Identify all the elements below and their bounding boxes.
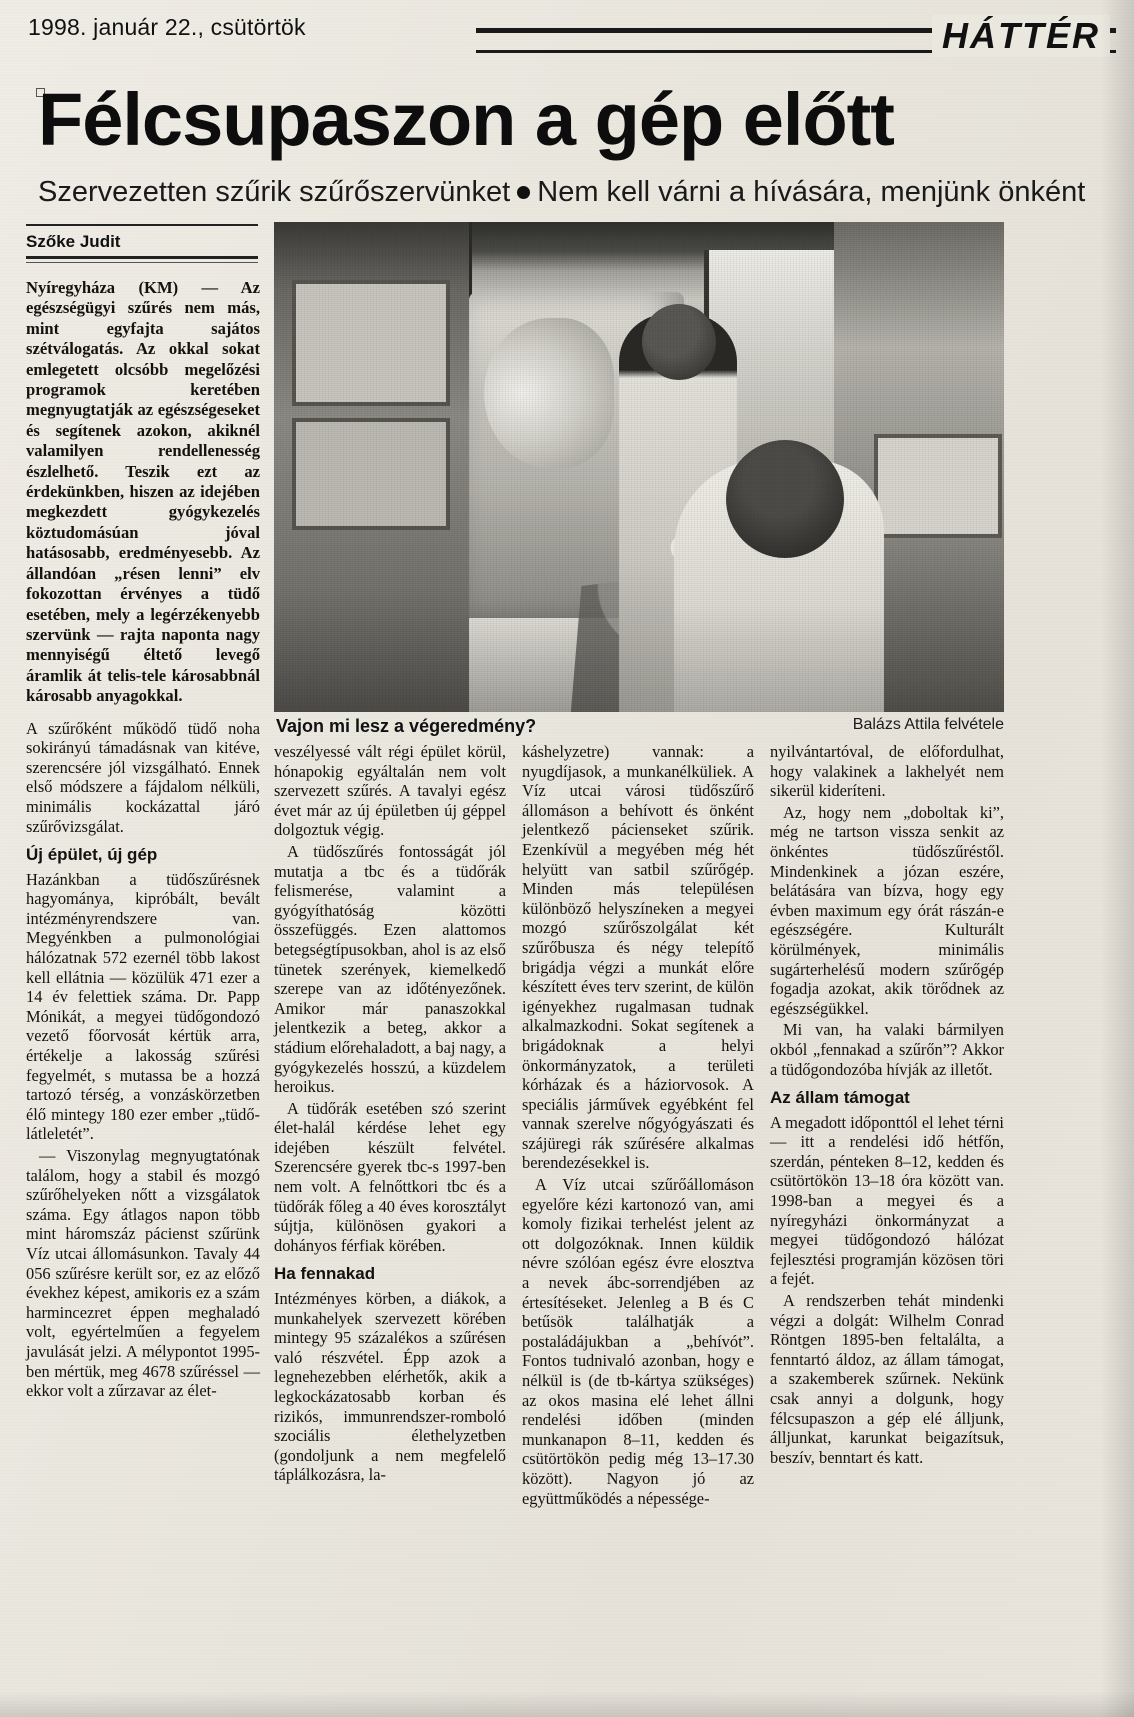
subsection-heading-ha-fennakad: Ha fennakad — [274, 1264, 376, 1284]
article-photo — [274, 222, 1004, 712]
paragraph: veszélyessé vált régi épület körül, hónapokig egyáltalán nem volt szervezett szűrés. A tavalyi egész évet már az új épületben új géppel dolgoztuk végig. — [274, 742, 506, 840]
page-bottom-shadow — [0, 1691, 1134, 1717]
paragraph: A megadott időponttól el lehet térni — itt a rendelési idő hétfőn, szerdán, pénteken 8–12, kedden és csütörtökön 13–18 óra között van. 1998-ban a megyei és a nyíregyházi önkormányzat a megyei tüdőgondozó hálózat fejlesztési programján közösen töri a fejét. — [770, 1112, 1004, 1289]
paragraph: A Víz utcai szűrőállomáson egyelőre kézi kartonozó van, ami komoly fizikai terhelést jelent az ott dolgozóknak. Innen küldik névre szólóan egész évre elosztva a nevek ábc-sorrendjében az értesítéseket. Jelenleg a B és C betűsök találhatják a postaládájukban a „behívót”. Fontos tudnivaló azonban, hogy e nélkül is (de tb-kártya szükséges) az okos masina elé lehet állni rendelési időben (minden munkanapon 8–11, kedden és csütörtökön pedig még 13–17.30 között). Nagyon jó az együttműködés a népessége- — [522, 1175, 754, 1508]
subheadline — [38, 176, 1098, 209]
masthead — [28, 10, 1116, 56]
page-title: Félcsupaszon a gép előtt — [38, 78, 894, 161]
byline-rule-bottom — [26, 256, 258, 259]
paragraph: Hazánkban a tüdőszűrésnek hagyománya, kipróbált, bevált intézményrendszere van. Megyénkben a pulmonológiai hálózatnak 572 ezernél több lakost kell ellátnia — közülük 471 ezer a 14 év felettiek száma. Dr. Papp Mónikát, a megyei tüdőgondozó vezető főorvosát kértük arra, értékelje a lakosság szűrési fegyelmét, s mutassa be a hozzá tartozó térség, a vonzáskörzetben élő mintegy 180 ezer ember „tüdő-látleletét”. — [26, 869, 260, 1144]
photo-halftone-grain — [274, 222, 1004, 712]
page-edge-shadow — [1100, 0, 1134, 1717]
article-column-4 — [770, 742, 1004, 1469]
paragraph: A tüdőszűrés fontosságát jól mutatja a tbc és a tüdőrák felismerése, valamint a gyógyíthatóság közötti összefüggés. Ezen alattomos betegségtípusokban, ahol is az első tünetek szerények, kiemelkedő szerepe van az időtényezőnek. Amikor már panaszokkal jelentkezik a beteg, akkor a stádium előrehaladott, a baj nagy, a gyógykezelés hosszú, a küzdelem heroikus. — [274, 841, 506, 1097]
bullet-separator-icon — [517, 186, 530, 199]
byline-rule-top — [26, 224, 258, 226]
subsection-heading-az-allam-tamogat: Az állam támogat — [770, 1088, 910, 1108]
paragraph: Intézményes körben, a diákok, a munkahelyek szervezett körében mintegy 95 százalékos a szűrésen való részvétel. Épp azok a legnehezebben elérhetők, akik a legkockázatosabb korban és rizikós, immunrendszer-romboló szociális élethelyzetben (gondoljunk a nem megfelelő táplálkozásra, la- — [274, 1289, 506, 1485]
article-column-3 — [522, 742, 754, 1510]
author-byline: Szőke Judit — [26, 232, 121, 251]
photo-credit: Balázs Attila felvétele — [852, 716, 1004, 733]
issue-date: 1998. január 22., csütörtök — [28, 14, 306, 40]
paragraph: A tüdőrák esetében szó szerint élet-halál kérdése lehet egy idejében készült felvétel. Szerencsére gyerek tbc-s 1997-ben nem volt. A felnőttkori tbc és a tüdőrák főleg a 40 éves korosztályt sújtja, különösen gyakori a dohányos férfiak körében. — [274, 1098, 506, 1255]
photo-caption-text: Vajon mi lesz a végeredmény? — [276, 716, 537, 736]
lead-paragraph: Nyíregyháza (KM) — Az egészségügyi szűrés nem más, mint egyfajta sajátos szétválogatás. Az okkal sokat emlegetett olcsóbb megelőzési programok keretében megnyugtatják az egészségeseket és segítenek azokon, akiknél valamilyen rendellenesség észlelhető. Teszik ezt az érdekünkben, hiszen az idejében megkezdett gyógykezelés köztudomásúan jóval hatásosabb, eredményesebb. Az állandóan „résen lenni” elv fokozottan érvényes a tüdő esetében, mely a legérzékenyebb szervünk — rajta naponta nagy mennyiségű éltető levegő áramlik át telis-tele károsabbnál károsabb anyagokkal. — [26, 278, 260, 706]
section-title: HÁTTÉR — [932, 15, 1110, 57]
subheadline-text-1: Szervezetten szűrik szűrőszervünket — [38, 176, 511, 208]
paragraph: A szűrőként működő tüdő noha sokirányú támadásnak van kitéve, szerencsére jól vizsgálható. Ennek első módszere a fájdalom nélküli, minimális kockázattal járó szűrővizsgálat. — [26, 718, 260, 836]
subheadline-text-2: Nem kell várni a hívására, menjünk önként — [537, 176, 1086, 208]
article-column-2 — [274, 742, 506, 1487]
paragraph: káshelyzetre) vannak: a nyugdíjasok, a munkanélküliek. A Víz utcai városi tüdőszűrő állomáson a behívott és önként jelentkező pácienseket szűrik. Ezenkívül a megyében még hét helyütt van satbil szűrőgép. Minden más településen különböző helyszíneken a megyei mozgó szűrőszolgálat két szűrőbusza és négy telepítő brigádja végzi a munkát előre készített éves terv szerint, de külön igényekhez rugalmasan tudnak alkalmazkodni. Sokat segítenek a brigádoknak a helyi önkormányzatok, a területi kórházak és a háziorvosok. A speciális járművek egyébként fel vannak szerelve nőgyógyászati és szájüregi rák szűrésére alkalmas berendezésekkel is. — [522, 742, 754, 1173]
photo-caption — [276, 716, 1004, 737]
subsection-heading-new-building: Új épület, új gép — [26, 845, 158, 865]
paragraph: Mi van, ha valaki bármilyen okból „fennakad a szűrőn”? Akkor a tüdőgondozóba hívják az illetőt. — [770, 1020, 1004, 1079]
article-column-1 — [26, 278, 260, 1403]
paragraph: Az, hogy nem „doboltak ki”, még ne tartson vissza senkit az önkéntes tüdőszűréstől. Mindenkinek a józan eszére, belátására van bízva, hogy egy évben maximum egy órát rászán-e egészségére. Kulturált körülmények, minimális sugárterhelésű modern szűrőgép fogadja azokat, akik törődnek az egészségükkel. — [770, 802, 1004, 1018]
paragraph: — Viszonylag megnyugtatónak találom, hogy a stabil és mozgó szűrőhelyeken nőtt a vizsgálatok száma. Egy átlagos napon több mint háromszáz pácienst szűrünk Víz utcai állomásunkon. Tavaly 44 056 szűrésre került sor, ez az előző évekhez képest, amikoris ez a szám harmincezret éppen meghaladó volt, egyértelműen a fegyelem javulását jelzi. A mélypontot 1995-ben mértük, meg 4678 szűréssel — ekkor volt a zűrzavar az élet- — [26, 1146, 260, 1401]
section-banner — [476, 10, 1116, 54]
paragraph: A rendszerben tehát mindenki végzi a dolgát: Wilhelm Conrad Röntgen 1895-ben feltalálta, a fenntartó áldoz, az állam támogat, a szakemberek szűrnek. Nekünk csak annyi a dolgunk, hogy félcsupaszon a gép elé álljunk, álljunkat, karunkat beigazítsuk, beszív, benntart és katt. — [770, 1291, 1004, 1467]
byline-rule-hairline — [26, 262, 258, 263]
paragraph: nyilvántartóval, de előfordulhat, hogy valakinek a lakhelyét nem sikerül kideríteni. — [770, 742, 1004, 801]
